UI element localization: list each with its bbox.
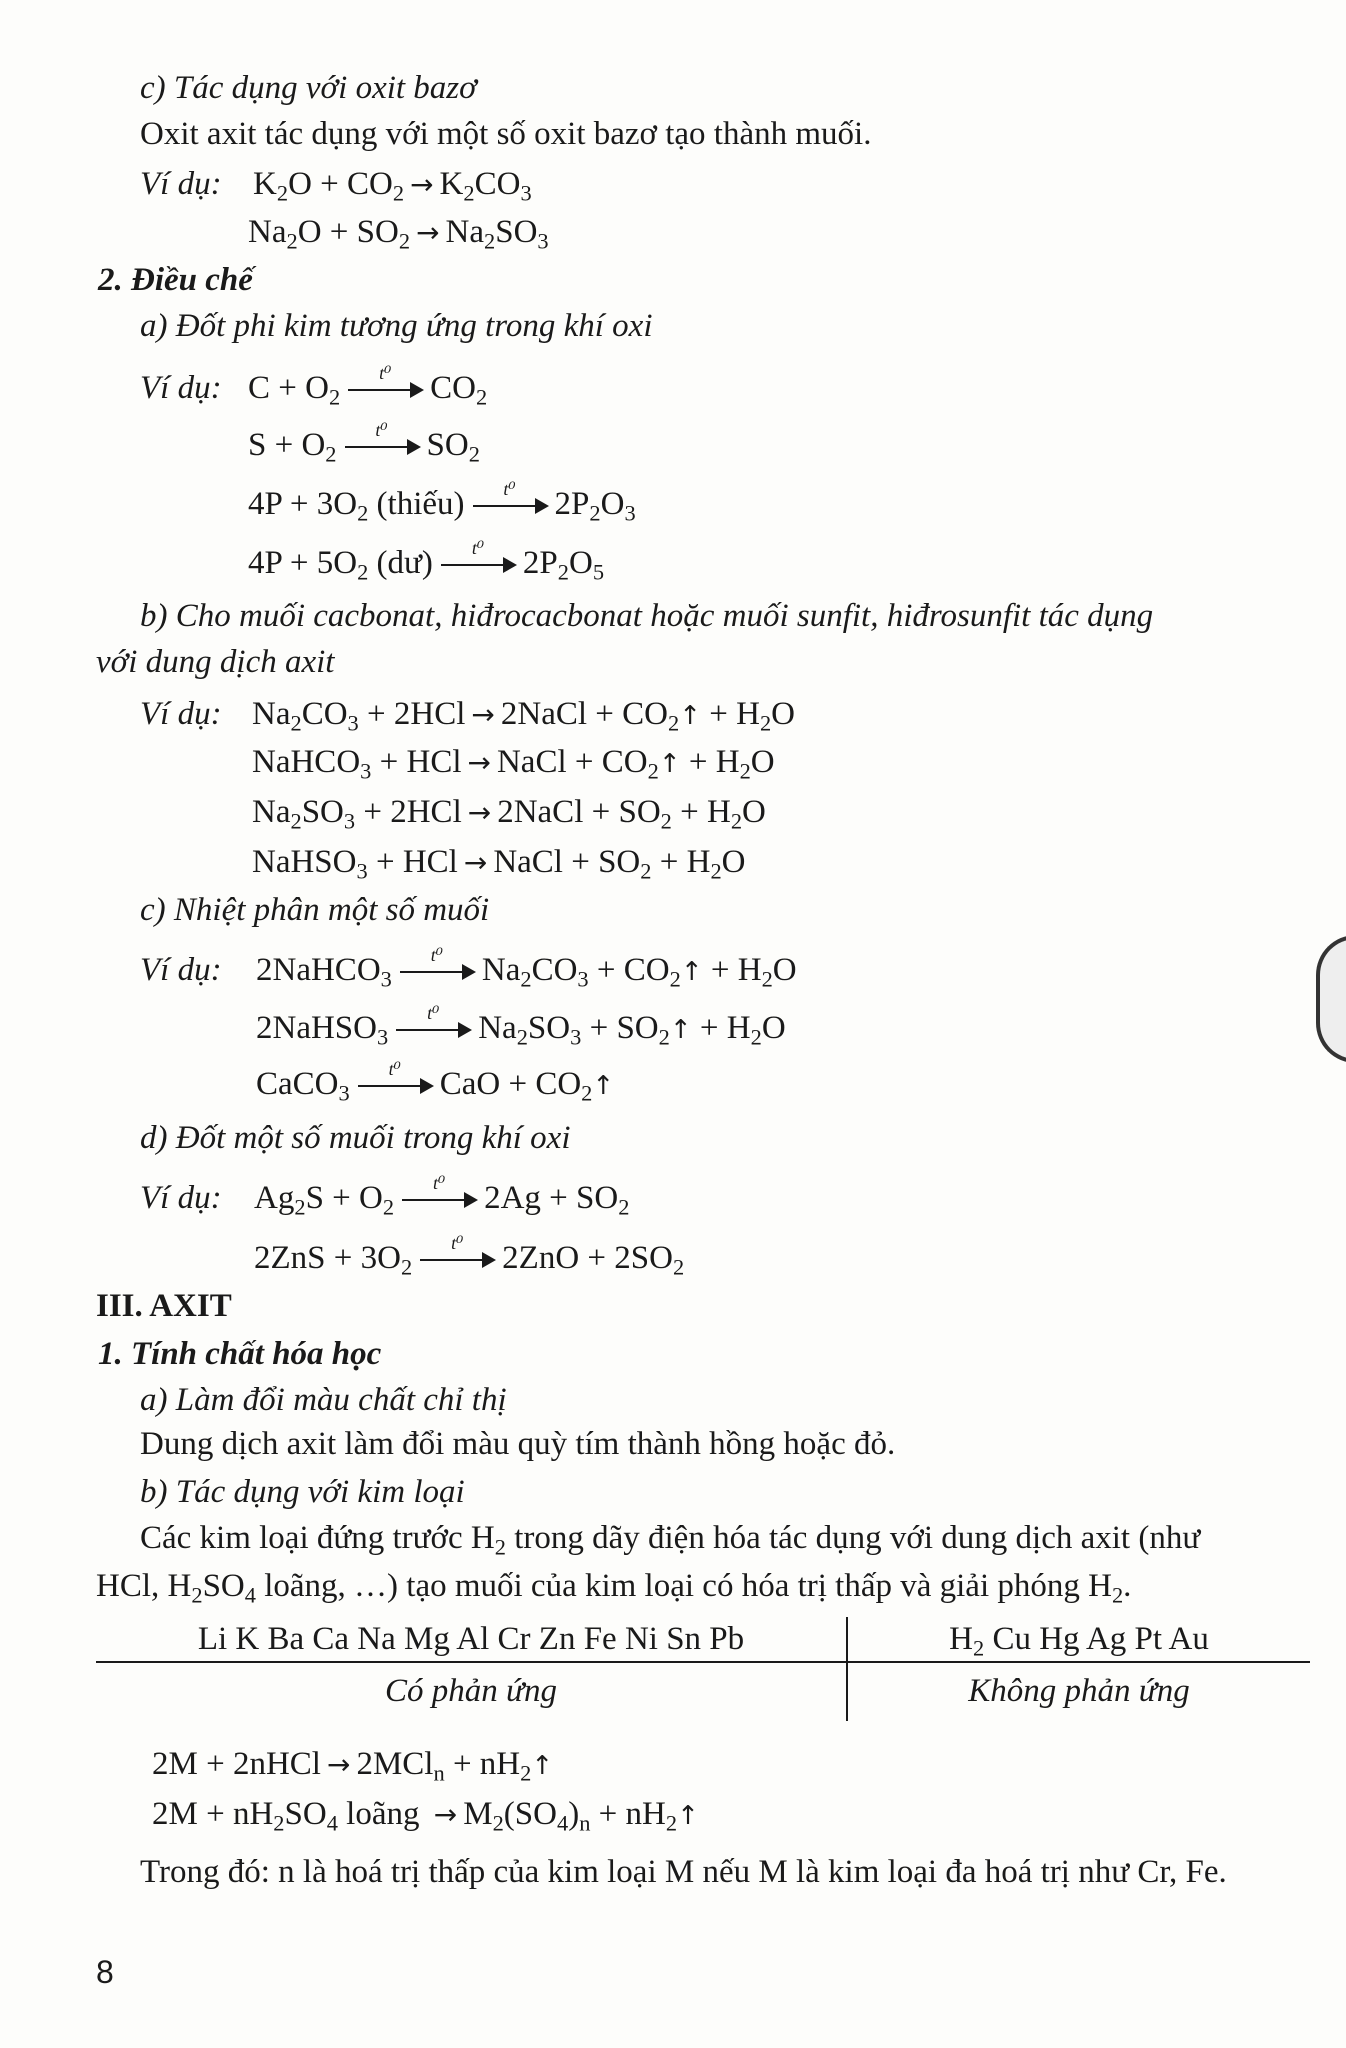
equation-m-h2so4: $2M + nH_2SO_4$ loãng → $M_2(SO_4)_n$ + $nH_2↑$: [152, 1796, 699, 1836]
example-label: Ví dụ:: [140, 166, 222, 202]
equation-s-o2: $S + O_2$ t⁰ $SO_2$: [248, 420, 480, 467]
subheading-nhiet-phan: c) Nhiệt phân một số muối: [140, 892, 490, 928]
equation-k2o: $K_2O + CO_2 \to K_2CO_3$: [253, 166, 532, 206]
subheading-dot-phi-kim: a) Đốt phi kim tương ứng trong khí oxi: [140, 308, 653, 344]
example-label: Ví dụ:: [140, 952, 222, 988]
subheading-cho-muoi-cont: với dung dịch axit: [96, 644, 335, 680]
example-label: Ví dụ:: [140, 370, 222, 406]
subheading-oxit-bazo: c) Tác dụng với oxit bazơ: [140, 70, 477, 106]
subheading-kim-loai: b) Tác dụng với kim loại: [140, 1474, 465, 1510]
table-left-header: Li K Ba Ca Na Mg Al Cr Zn Fe Ni Sn Pb: [197, 1621, 745, 1657]
equation-c-o2: $C + O_2$ t⁰ $CO_2$: [248, 363, 488, 410]
equation-na2o: $Na_2O + SO_2 \to Na_2SO_3$: [248, 214, 549, 254]
example-label: Ví dụ:: [140, 696, 222, 732]
page-number: 8: [96, 1954, 114, 1990]
equation-m-hcl: 2M + 2nHCl → $2MCl_n + nH_2↑$: [152, 1746, 554, 1786]
subheading-cho-muoi: b) Cho muối cacbonat, hiđrocacbonat hoặc muối sunfit, hiđrosunfit tác dụng: [140, 598, 1154, 634]
paragraph-kim-loai-1: Các kim loại đứng trước $H_2$ trong dãy điện hóa tác dụng với dung dịch axit (như: [140, 1520, 1201, 1560]
paragraph-kim-loai-2: HCl, $H_2SO_4$ loãng, …) tạo muối của kim loại có hóa trị thấp và giải phóng $H_2$.: [96, 1568, 1132, 1608]
subheading-doi-mau: a) Làm đổi màu chất chỉ thị: [140, 1382, 507, 1418]
table-divider-horizontal: [96, 1661, 1310, 1663]
equation-p-o2-du: $4P + 5O_2$ (dư) t⁰ $2P_2O_5$: [248, 538, 605, 585]
paragraph-doi-mau: Dung dịch axit làm đổi màu quỳ tím thành hồng hoặc đỏ.: [140, 1426, 896, 1462]
table-right-label: Không phản ứng: [968, 1673, 1190, 1709]
subheading-dot-muoi: d) Đốt một số muối trong khí oxi: [140, 1120, 571, 1156]
table-left-label: Có phản ứng: [384, 1673, 557, 1709]
equation-na2co3-hcl: $Na_2CO_3 + 2HCl$ → 2NaCl + $CO_2↑ + H_2O$: [252, 696, 796, 736]
equation-nahso3-hcl: NaHSO$_3$ + HCl → NaCl + $SO_2 + H_2O$: [252, 844, 746, 884]
table-right-header: $H_2$ Cu Hg Ag Pt Au: [949, 1621, 1209, 1661]
equation-na2so3-hcl: $Na_2SO_3 + 2HCl$ → 2NaCl + $SO_2 + H_2O$: [252, 794, 766, 834]
equation-nahso3-heat: 2NaHSO$_3$ t⁰ $Na_2SO_3$ + $SO_2↑ + H_2O$: [256, 1003, 786, 1050]
heading-tinh-chat: 1. Tính chất hóa học: [98, 1336, 382, 1372]
paragraph-trong-do: Trong đó: n là hoá trị thấp của kim loại M nếu M là kim loại đa hoá trị như Cr, Fe.: [140, 1854, 1227, 1890]
equation-p-o2-thieu: $4P + 3O_2$ (thiếu) t⁰ $2P_2O_3$: [248, 479, 636, 526]
equation-nahco3-heat: 2NaHCO$_3$ t⁰ $Na_2CO_3$ + $CO_2↑ + H_2O$: [256, 945, 797, 992]
heading-axit: III. AXIT: [96, 1288, 232, 1324]
paragraph-oxit-bazo: Oxit axit tác dụng với một số oxit bazơ tạo thành muối.: [140, 116, 872, 152]
metal-reactivity-table: [96, 1617, 1310, 1721]
example-label: Ví dụ:: [140, 1180, 222, 1216]
equation-caco3-heat: CaCO$_3$ t⁰ CaO + $CO_2↑$: [256, 1059, 615, 1106]
equation-zns: $2ZnS + 3O_2$ t⁰ $2ZnO + 2SO_2$: [254, 1233, 685, 1280]
heading-dieu-che: 2. Điều chế: [98, 262, 253, 298]
equation-nahco3-hcl: NaHCO$_3$ + HCl → NaCl + $CO_2↑ + H_2O$: [252, 744, 775, 784]
equation-ag2s: $Ag_2S + O_2$ t⁰ $2Ag + SO_2$: [254, 1173, 630, 1220]
stamp-edge: [1316, 935, 1346, 1063]
